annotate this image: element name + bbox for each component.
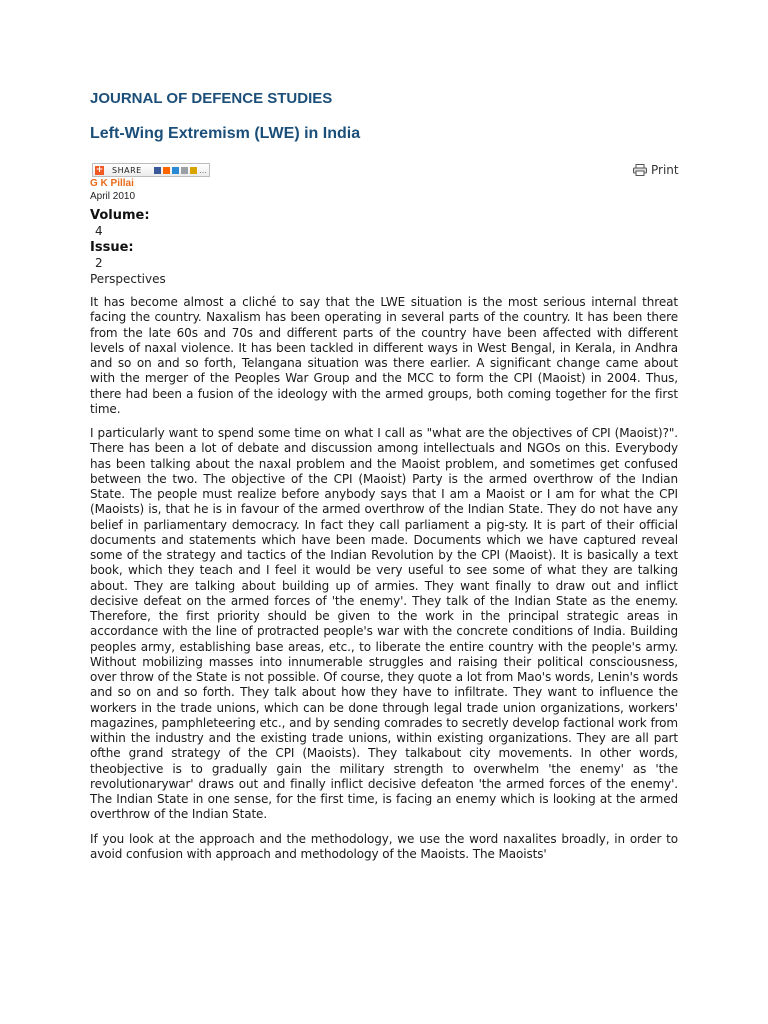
share-plus-icon: + bbox=[95, 164, 104, 175]
author-link[interactable]: G K Pillai bbox=[90, 178, 134, 189]
star-icon bbox=[190, 167, 197, 174]
article-title: Left-Wing Extremism (LWE) in India bbox=[90, 125, 361, 142]
share-services-icons bbox=[154, 167, 207, 174]
share-label: SHARE bbox=[112, 165, 142, 175]
print-link[interactable] bbox=[633, 163, 679, 177]
volume-label: Volume: bbox=[90, 208, 150, 223]
share-button[interactable] bbox=[92, 163, 210, 177]
printer-icon bbox=[633, 164, 647, 176]
paragraph: It has become almost a cliché to say that the LWE situation is the most serious internal threat facing the country. Naxalism has been operating in several parts of the country. It has been there from the late 60s and 70s and different parts of the country have been affected with different levels of naxal violence. It has been tackled in different ways in West Bengal, in Kerala, in Andhra and so on and so forth, Telangana situation was there earlier. A significant change came about with the merger of the Peoples War Group and the MCC to form the CPI (Maoist) in 2004. Thus, there had been a fusion of the ideology with the armed groups, both coming together for the first time. bbox=[90, 295, 678, 416]
article-category: Perspectives bbox=[90, 272, 166, 286]
paragraph: If you look at the approach and the methodology, we use the word naxalites broadly, in order to avoid confusion with approach and methodology of the Maoists. The Maoists' bbox=[90, 831, 678, 861]
journal-title: JOURNAL OF DEFENCE STUDIES bbox=[90, 90, 333, 107]
print-label: Print bbox=[651, 163, 679, 177]
issue-label: Issue: bbox=[90, 240, 134, 255]
more-icon: … bbox=[199, 165, 207, 175]
volume-value: 4 bbox=[95, 224, 103, 238]
paragraph: I particularly want to spend some time on what I call as "what are the objectives of CPI (Maoist)?". There has been a lot of debate and discussion among intellectuals and NGOs on this. Everybody has been talking about the naxal problem and the Maoist problem, and sometimes get confused between the two. The objective of the CPI (Maoist) Party is the armed overthrow of the Indian State. The people must realize before anybody says that I am a Maoist or I am for what the CPI (Maoists) is, that he is in favour of the armed overthrow of the Indian State. They do not have any belief in parliamentary democracy. In fact they call parliament a pig-sty. It is part of their official documents and statements which have been made. Documents which we have captured reveal some of the strategy and tactics of the Indian Revolution by the CPI (Maoist). It is basically a text book, which they teach and I feel it would be very useful to see some of what they are talking about. They are talking about building up of armies. They want finally to draw out and inflict decisive defeat on the armed forces of 'the enemy'. They talk of the Indian State as the enemy. Therefore, the first priority should be given to the work in the principal strategic areas in accordance with the line of protracted people's war with the concrete conditions of India. Building peoples army, establishing base areas, etc., to liberate the entire country with the people's army. Without mobilizing masses into innumerable struggles and raising their political consciousness, over throw of the State is not possible. Of course, they quote a lot from Mao's words, Lenin's words and so on and so forth. They talk about how they have to infiltrate. They want to influence the workers in the trade unions, which can be done through legal trade union organizations, workers' magazines, pamphleteering etc., and by sending comrades to secretly develop factional work from within the industry and the existing trade unions, within existing organizations. They are all part ofthe grand strategy of the CPI (Maoists). They talkabout city movements. In other words, theobjective is to gradually gain the military strength to overwhelm 'the enemy' as 'the revolutionarywar' draws out and finally inflict decisive defeaton 'the armed forces of the enemy'. The Indian State in one sense, for the first time, is facing an enemy which is looking at the armed overthrow of the Indian State. bbox=[90, 426, 678, 822]
delicious-icon bbox=[154, 167, 161, 174]
issue-value: 2 bbox=[95, 256, 103, 270]
article-body bbox=[90, 295, 678, 871]
digg-icon bbox=[163, 167, 170, 174]
bookmark-icon bbox=[181, 167, 188, 174]
stumble-icon bbox=[172, 167, 179, 174]
publish-date: April 2010 bbox=[90, 191, 136, 202]
